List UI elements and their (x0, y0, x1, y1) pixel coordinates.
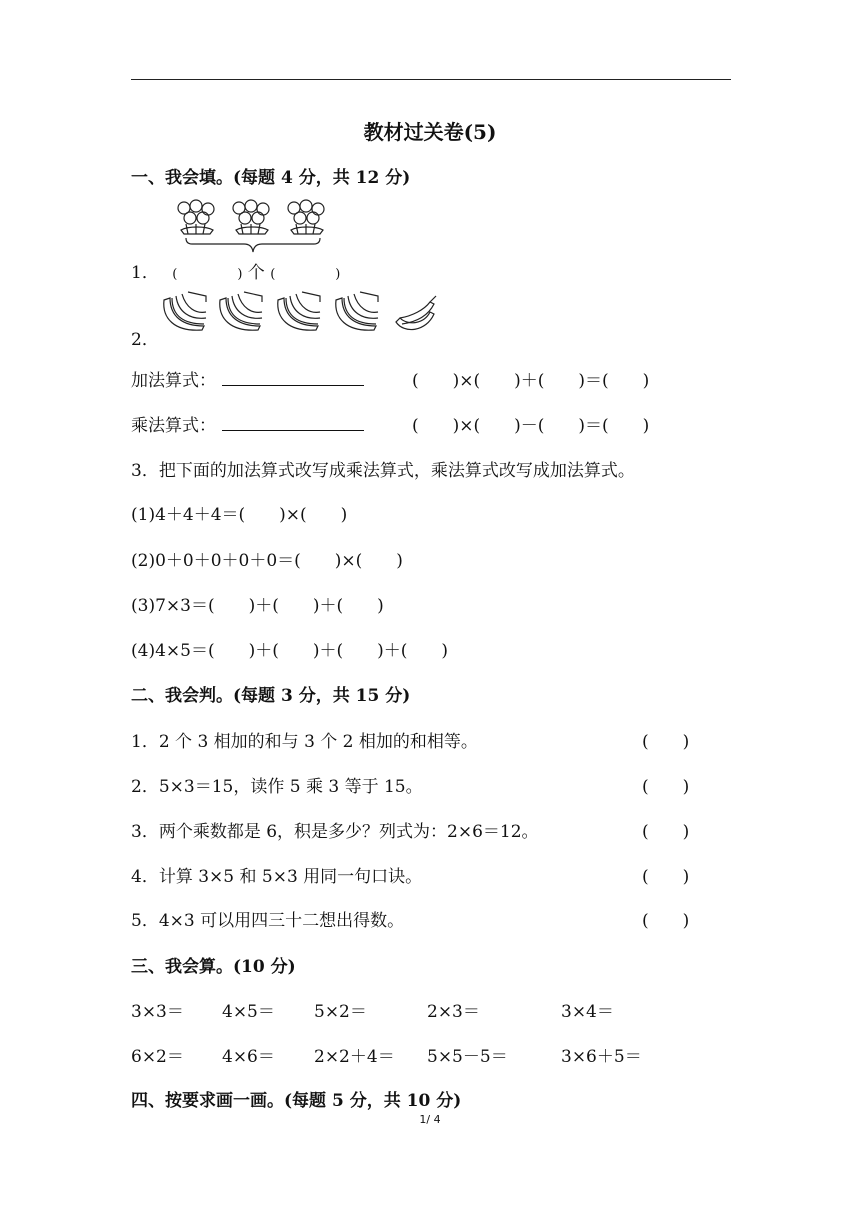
mul-answer-blank[interactable] (222, 416, 364, 431)
judge-item-5: 5．4×3 可以用四三十二想出得数。 (131, 911, 405, 931)
add-label: 加法算式： (131, 371, 216, 391)
eq-row-2: ( )×( )－( )＝( ) (412, 416, 650, 436)
q1-blank2-right: ) (335, 267, 341, 282)
judge-answer-5[interactable]: ( ) (642, 911, 690, 931)
mul-formula-line (131, 411, 364, 436)
page-number: 1/ 4 (419, 1113, 441, 1126)
q3-item-2: (2)0＋0＋0＋0＋0＝( )×( ) (131, 551, 403, 571)
calc-r2-c5: 3×6＋5＝ (561, 1047, 642, 1067)
q1-blank2-left: ( (270, 267, 276, 282)
q3-item-1: (1)4＋4＋4＝( )×( ) (131, 505, 348, 525)
calc-r1-c5: 3×4＝ (561, 1002, 614, 1022)
flower-pot-1 (178, 200, 214, 234)
judge-item-4: 4．计算 3×5 和 5×3 用同一句口诀。 (131, 867, 423, 887)
q3-item-4: (4)4×5＝( )＋( )＋( )＋( ) (131, 641, 449, 661)
calc-r2-c4: 5×5－5＝ (427, 1047, 508, 1067)
q2-label: 2． (131, 330, 159, 350)
judge-item-2: 2．5×3＝15，读作 5 乘 3 等于 15。 (131, 777, 423, 797)
bananas-illustration (160, 290, 445, 338)
q3-item-3: (3)7×3＝( )＋( )＋( ) (131, 596, 384, 616)
q1-blank-right: ) (237, 267, 243, 282)
judge-item-1: 1．2 个 3 相加的和与 3 个 2 相加的和相等。 (131, 732, 478, 752)
section3-heading: 三、我会算。(10 分) (131, 957, 296, 977)
q1-unit: 个 (247, 263, 265, 283)
flower-pot-2 (233, 200, 269, 234)
banana-bunch-4 (336, 292, 378, 330)
flower-pot-3 (288, 200, 324, 234)
brace (186, 238, 320, 252)
top-rule (131, 79, 731, 80)
section4-heading: 四、按要求画一画。(每题 5 分，共 10 分) (131, 1091, 462, 1111)
page-title: 教材过关卷(5) (363, 120, 497, 144)
add-formula-line (131, 366, 364, 391)
eq-row-1: ( )×( )＋( )＝( ) (412, 371, 650, 391)
q1-line (131, 258, 340, 283)
calc-r1-c1: 3×3＝ (131, 1002, 184, 1022)
q3-text: 3．把下面的加法算式改写成乘法算式，乘法算式改写成加法算式。 (131, 461, 635, 481)
judge-answer-1[interactable]: ( ) (642, 732, 690, 752)
judge-answer-4[interactable]: ( ) (642, 867, 690, 887)
q1-label: 1． (131, 263, 159, 283)
section1-heading: 一、我会填。(每题 4 分，共 12 分) (131, 168, 411, 188)
section2-heading: 二、我会判。(每题 3 分，共 15 分) (131, 686, 411, 706)
judge-item-3: 3．两个乘数都是 6，积是多少？列式为：2×6＝12。 (131, 822, 539, 842)
calc-r1-c2: 4×5＝ (222, 1002, 275, 1022)
calc-r2-c2: 4×6＝ (222, 1047, 275, 1067)
add-answer-blank[interactable] (222, 371, 364, 386)
banana-bunch-3 (278, 292, 320, 330)
calc-r1-c4: 2×3＝ (427, 1002, 480, 1022)
banana-pair (396, 296, 436, 330)
flower-pots-illustration (172, 196, 334, 256)
banana-bunch-2 (220, 292, 262, 330)
banana-bunch-1 (164, 292, 206, 330)
judge-answer-2[interactable]: ( ) (642, 777, 690, 797)
mul-label: 乘法算式： (131, 416, 216, 436)
q1-blank-left: ( (172, 267, 178, 282)
calc-r1-c3: 5×2＝ (314, 1002, 367, 1022)
calc-r2-c1: 6×2＝ (131, 1047, 184, 1067)
judge-answer-3[interactable]: ( ) (642, 822, 690, 842)
calc-r2-c3: 2×2＋4＝ (314, 1047, 395, 1067)
